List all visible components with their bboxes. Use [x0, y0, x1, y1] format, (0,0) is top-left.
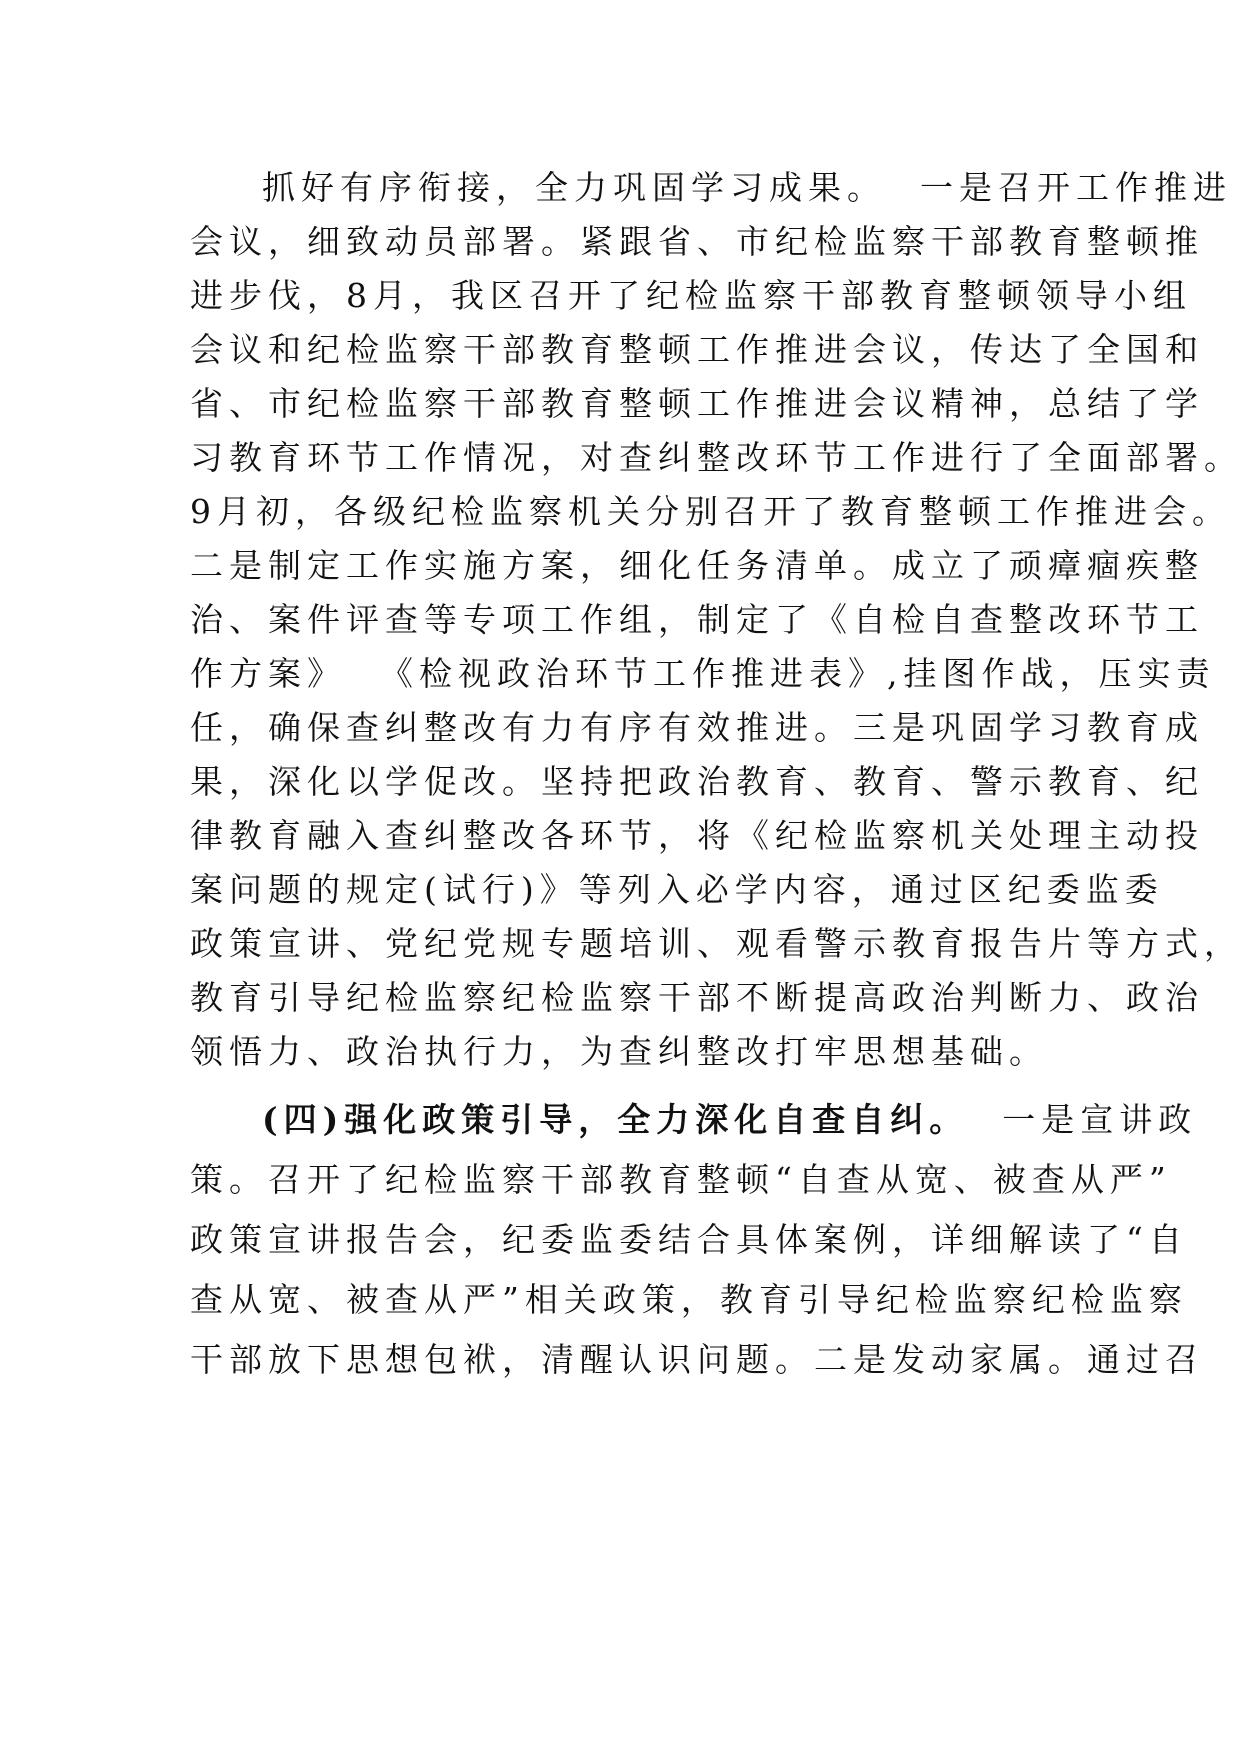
paragraph-line: 查从宽、被查从严”相关政策，教育引导纪检监察纪检监察 — [190, 1280, 1188, 1319]
paragraph-line — [190, 644, 1216, 704]
paragraph-line — [262, 1090, 1198, 1150]
paragraph-line: 会议和纪检监察干部教育整顿工作推进会议，传达了全国和 — [190, 330, 1204, 369]
paragraph-line: 治、案件评查等专项工作组，制定了《自检自查整改环节工 — [190, 600, 1204, 639]
paragraph-heading: 抓好有序衔接，全力巩固学习成果。 — [262, 168, 886, 207]
paragraph-line: 省、市纪检监察干部教育整顿工作推进会议精神，总结了学 — [190, 384, 1204, 423]
paragraph-line: 习教育环节工作情况，对查纠整改环节工作进行了全面部署。 — [190, 438, 1243, 477]
paragraph-line: 律教育融入查纠整改各环节，将《纪检监察机关处理主动投 — [190, 816, 1204, 855]
paragraph-text: 一是宣讲政 — [1002, 1100, 1198, 1139]
paragraph-line: 政策宣讲报告会，纪委监委结合具体案例，详细解读了“自 — [190, 1220, 1188, 1259]
paragraph-line: 进步伐，8月，我区召开了纪检监察干部教育整顿领导小组 — [190, 276, 1192, 315]
paragraph-line: 干部放下思想包袱，清醒认识问题。二是发动家属。通过召 — [190, 1340, 1204, 1379]
paragraph-text: 《检视政治环节工作推进表》,挂图作战，压实责 — [380, 654, 1216, 693]
paragraph-text: 作方案》 — [190, 654, 346, 693]
paragraph-line: 9月初，各级纪检监察机关分别召开了教育整顿工作推进会。 — [190, 492, 1231, 531]
paragraph-line: 会议，细致动员部署。紧跟省、市纪检监察干部教育整顿推 — [190, 222, 1204, 261]
paragraph-line: 案问题的规定(试行)》等列入必学内容，通过区纪委监委 — [190, 870, 1164, 909]
section-heading: (四)强化政策引导，全力深化自查自纠。 — [262, 1100, 969, 1139]
paragraph-line: 二是制定工作实施方案，细化任务清单。成立了顽瘴痼疾整 — [190, 546, 1204, 585]
paragraph-line: 政策宣讲、党纪党规专题培训、观看警示教育报告片等方式， — [190, 924, 1243, 963]
paragraph-line: 策。召开了纪检监察干部教育整顿“自查从宽、被查从严” — [190, 1160, 1172, 1199]
paragraph-line — [262, 158, 1232, 218]
paragraph-line: 领悟力、政治执行力，为查纠整改打牢思想基础。 — [190, 1032, 1048, 1071]
paragraph-line: 果，深化以学促改。坚持把政治教育、教育、警示教育、纪 — [190, 762, 1204, 801]
paragraph-text: 一是召开工作推进 — [920, 168, 1232, 207]
paragraph-line: 教育引导纪检监察纪检监察干部不断提高政治判断力、政治 — [190, 978, 1204, 1017]
paragraph-line: 任，确保查纠整改有力有序有效推进。三是巩固学习教育成 — [190, 708, 1204, 747]
